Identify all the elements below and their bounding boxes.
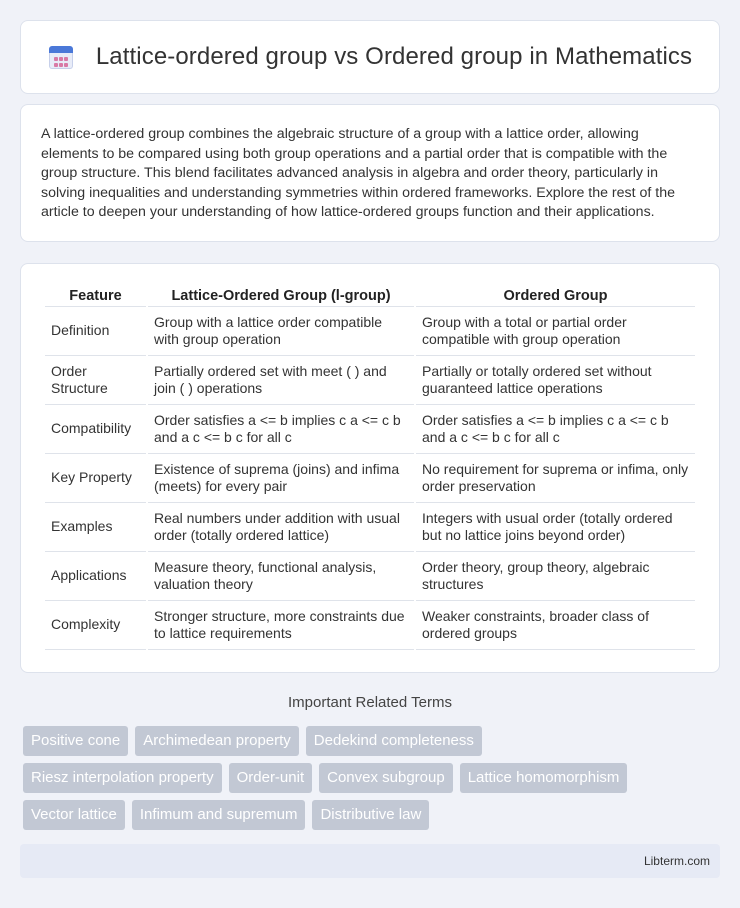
footer-brand-link[interactable]: Libterm.com (643, 854, 710, 868)
header-feature: Feature (45, 284, 146, 307)
tag-row (23, 763, 723, 793)
table-header-row (45, 284, 695, 307)
tag-positive-cone[interactable]: Positive cone (23, 726, 128, 756)
row-feature: Definition (45, 307, 146, 356)
calendar-icon (48, 44, 74, 70)
row-ordered-value: Weaker constraints, broader class of ordered groups (416, 601, 695, 650)
header-ordered-group: Ordered Group (416, 284, 695, 307)
table-row (45, 307, 695, 356)
table-row (45, 405, 695, 454)
header-lattice-ordered-group: Lattice-Ordered Group (l-group) (148, 284, 414, 307)
intro-card (20, 104, 720, 242)
row-lattice-value: Measure theory, functional analysis, valuation theory (148, 552, 414, 601)
row-ordered-value: No requirement for suprema or infima, only order preservation (416, 454, 695, 503)
tag-riesz-interpolation-property[interactable]: Riesz interpolation property (23, 763, 222, 793)
row-feature: Applications (45, 552, 146, 601)
tag-convex-subgroup[interactable]: Convex subgroup (319, 763, 453, 793)
comparison-table (43, 284, 697, 650)
row-ordered-value: Order theory, group theory, algebraic structures (416, 552, 695, 601)
row-lattice-value: Partially ordered set with meet ( ) and join ( ) operations (148, 356, 414, 405)
related-terms-list (23, 726, 723, 837)
row-feature: Compatibility (45, 405, 146, 454)
tag-lattice-homomorphism[interactable]: Lattice homomorphism (460, 763, 628, 793)
row-lattice-value: Group with a lattice order compatible with group operation (148, 307, 414, 356)
tag-row (23, 800, 723, 830)
table-row (45, 552, 695, 601)
table-row (45, 503, 695, 552)
row-ordered-value: Partially or totally ordered set without guaranteed lattice operations (416, 356, 695, 405)
tag-vector-lattice[interactable]: Vector lattice (23, 800, 125, 830)
comparison-table-card (20, 263, 720, 673)
row-feature: Key Property (45, 454, 146, 503)
row-lattice-value: Real numbers under addition with usual order (totally ordered lattice) (148, 503, 414, 552)
row-lattice-value: Order satisfies a <= b implies c a <= c b and a c <= b c for all c (148, 405, 414, 454)
tag-order-unit[interactable]: Order-unit (229, 763, 313, 793)
title-card (20, 20, 720, 94)
footer (20, 844, 720, 878)
row-ordered-value: Group with a total or partial order compatible with group operation (416, 307, 695, 356)
row-lattice-value: Existence of suprema (joins) and infima (meets) for every pair (148, 454, 414, 503)
tag-distributive-law[interactable]: Distributive law (312, 800, 429, 830)
page-title: Lattice-ordered group vs Ordered group in Mathematics (95, 43, 693, 70)
row-feature: Complexity (45, 601, 146, 650)
row-lattice-value: Stronger structure, more constraints due to lattice requirements (148, 601, 414, 650)
table-row (45, 454, 695, 503)
tag-infimum-and-supremum[interactable]: Infimum and supremum (132, 800, 306, 830)
table-row (45, 601, 695, 650)
tag-row (23, 726, 723, 756)
tag-archimedean-property[interactable]: Archimedean property (135, 726, 299, 756)
row-ordered-value: Integers with usual order (totally ordered but no lattice joins beyond order) (416, 503, 695, 552)
table-row (45, 356, 695, 405)
tag-dedekind-completeness[interactable]: Dedekind completeness (306, 726, 482, 756)
row-feature: Examples (45, 503, 146, 552)
related-terms-title: Important Related Terms (288, 694, 452, 711)
row-feature: Order Structure (45, 356, 146, 405)
row-ordered-value: Order satisfies a <= b implies c a <= c b and a c <= b c for all c (416, 405, 695, 454)
intro-paragraph: A lattice-ordered group combines the algebraic structure of a group with a lattice order, allowing elements to be compared using both group operations and a partial order that is compatible with the group structure. This blend facilitates advanced analysis in algebra and order theory, particularly in solving inequalities and understanding symmetries within ordered frameworks. Explore the rest of the article to deepen your understanding of how lattice-ordered groups function and their applications. (41, 126, 676, 220)
